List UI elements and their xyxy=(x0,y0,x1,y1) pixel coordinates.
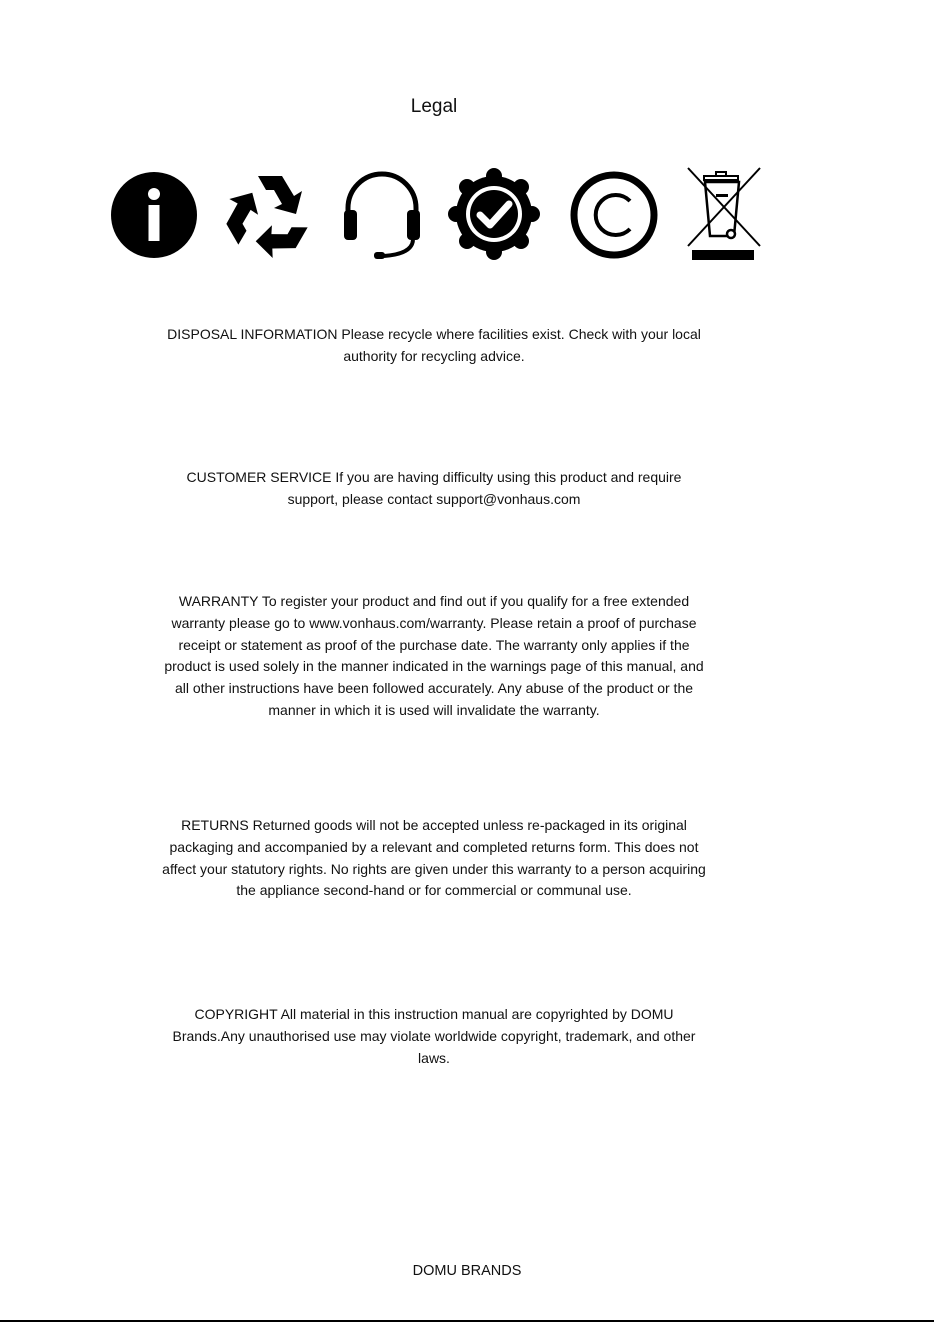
disposal-information: DISPOSAL INFORMATION Please recycle where facilities exist. Check with your local authority for recycling advice. xyxy=(167,326,701,364)
footer-brand: DOMU BRANDS xyxy=(412,1263,522,1279)
headset-icon xyxy=(334,166,430,262)
icon-row xyxy=(108,166,768,266)
crossed-out-bin-icon xyxy=(684,166,780,262)
verified-badge-icon xyxy=(448,166,544,262)
info-icon xyxy=(108,166,204,262)
bottom-rule xyxy=(0,1320,934,1322)
customer-service: CUSTOMER SERVICE If you are having difficulty using this product and require support, please contact support@vonhaus.com xyxy=(186,469,682,507)
copyright: COPYRIGHT All material in this instruction manual are copyrighted by DOMU Brands.Any unauthorised use may violate worldwide copyright, trademark, and other laws. xyxy=(172,1006,696,1066)
warranty: WARRANTY To register your product and find out if you qualify for a free extended warranty please go to www.vonhaus.com/warranty. Please retain a proof of purchase receipt or statement as proof of the purchase date. The warranty only applies if the product is used solely in the manner indicated in the warnings page of this manual, and all other instructions have been followed accurately. Any abuse of the product or the manner in which it is used will invalidate the warranty. xyxy=(164,593,704,718)
page-title: Legal xyxy=(410,96,458,117)
recycle-icon xyxy=(220,166,316,262)
returns: RETURNS Returned goods will not be accepted unless re-packaged in its original packaging and accompanied by a relevant and completed returns form. This does not affect your statutory rights. No rights are given under this warranty to a person acquiring the appliance second-hand or for commercial or communal use. xyxy=(162,817,706,899)
copyright-icon xyxy=(568,166,664,262)
